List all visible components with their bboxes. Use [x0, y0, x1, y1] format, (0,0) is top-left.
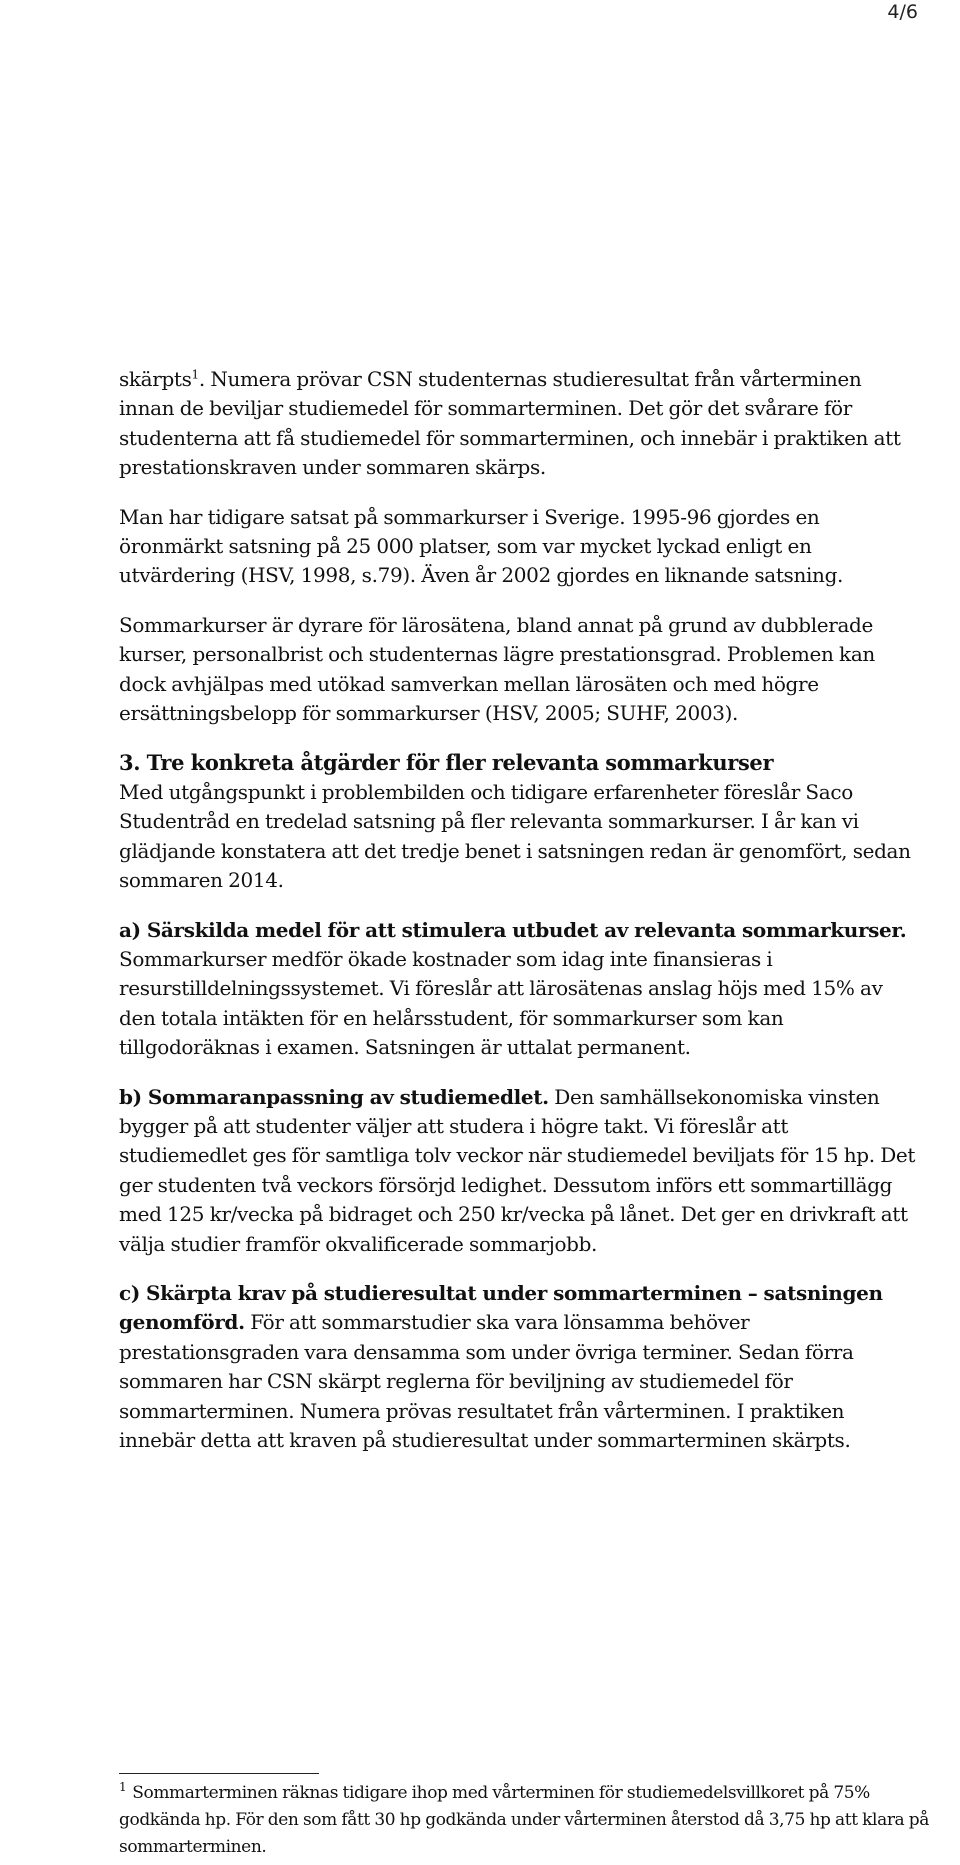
footnote — [119, 1780, 939, 1861]
proposal-c — [119, 1279, 919, 1455]
page-number: 4/6 — [887, 1, 918, 23]
footnote-reference: 1 — [191, 367, 199, 382]
section-intro: Med utgångspunkt i problembilden och tidigare erfarenheter föreslår Saco Studentråd en tredelad satsning på fler relevanta sommarkurser. I år kan vi glädjande konstatera att det tredje benet i satsningen redan är genomfört, sedan sommaren 2014. — [119, 779, 911, 893]
proposal-b-lead: b) Sommaranpassning av studiemedlet. — [119, 1084, 549, 1109]
paragraph-1-text-start: skärpts — [119, 367, 192, 391]
proposal-b-text: Den samhällsekonomiska vinsten bygger på att studenter väljer att studera i högre takt. Vi föreslår att studiemedlet ges för samtliga tolv veckor när studiemedel beviljats för 15 hp. Det ger studenten två veckors försörjd ledighet. Dessutom införs ett sommartillägg med 125 kr/vecka på bidraget och 250 kr/vecka på lånet. Det ger en drivkraft att välja studier framför okvalificerade sommarjobb. — [119, 1084, 916, 1256]
paragraph-1-text-rest: . Numera prövar CSN studenternas studieresultat från vårterminen innan de beviljar studiemedel för sommarterminen. Det gör det svårare för studenterna att få studiemedel för sommarterminen, och innebär i praktiken att prestationskraven under sommaren skärps. — [119, 367, 901, 480]
proposal-b — [119, 1083, 919, 1259]
footnote-text-block — [119, 1780, 939, 1861]
proposal-a-lead: a) Särskilda medel för att stimulera utbudet av relevanta sommarkurser. — [119, 917, 907, 942]
proposal-c-text: För att sommarstudier ska vara lönsamma behöver prestationsgraden vara densamma som under övriga terminer. Sedan förra sommaren har CSN skärpt reglerna för beviljning av studiemedel för sommarterminen. Numera prövas resultatet från vårterminen. I praktiken innebär detta att kraven på studieresultat under sommarterminen skärpts. — [119, 1310, 854, 1452]
paragraph-1 — [119, 365, 919, 483]
proposal-a-text: Sommarkurser medför ökade kostnader som idag inte finansieras i resurstilldelningssystemet. Vi föreslår att lärosätenas anslag höjs med 15% av den totala intäkten för en helårsstudent, för sommarkurser som kan tillgodoräknas i examen. Satsningen är uttalat permanent. — [119, 946, 883, 1060]
proposal-a — [119, 916, 919, 1063]
footnote-divider — [119, 1773, 319, 1774]
proposal-c-lead: c) Skärpta krav på studieresultat under sommarterminen – satsningen genomförd. — [119, 1280, 883, 1335]
paragraph-3: Sommarkurser är dyrare för lärosätena, bland annat på grund av dubblerade kurser, personalbrist och studenternas lägre prestationsgrad. Problemen kan dock avhjälpas med utökad samverkan mellan lärosäten och med högre ersättningsbelopp för sommarkurser (HSV, 2005; SUHF, 2003). — [119, 612, 875, 726]
footnote-mark: 1 — [119, 1780, 127, 1795]
section-heading: 3. Tre konkreta åtgärder för fler relevanta sommarkurser — [119, 750, 774, 776]
paragraph-2: Man har tidigare satsat på sommarkurser i Sverige. 1995-96 gjordes en öronmärkt satsning på 25 000 platser, som var mycket lyckad enligt en utvärdering (HSV, 1998, s.79). Även år 2002 gjordes en liknande satsning. — [119, 504, 844, 588]
document-body — [119, 365, 919, 1455]
footnote-text: Sommarterminen räknas tidigare ihop med vårterminen för studiemedelsvillkoret på 75% godkända hp. För den som fått 30 hp godkända under vårterminen återstod då 3,75 hp att klara på sommarterminen. — [119, 1783, 930, 1857]
